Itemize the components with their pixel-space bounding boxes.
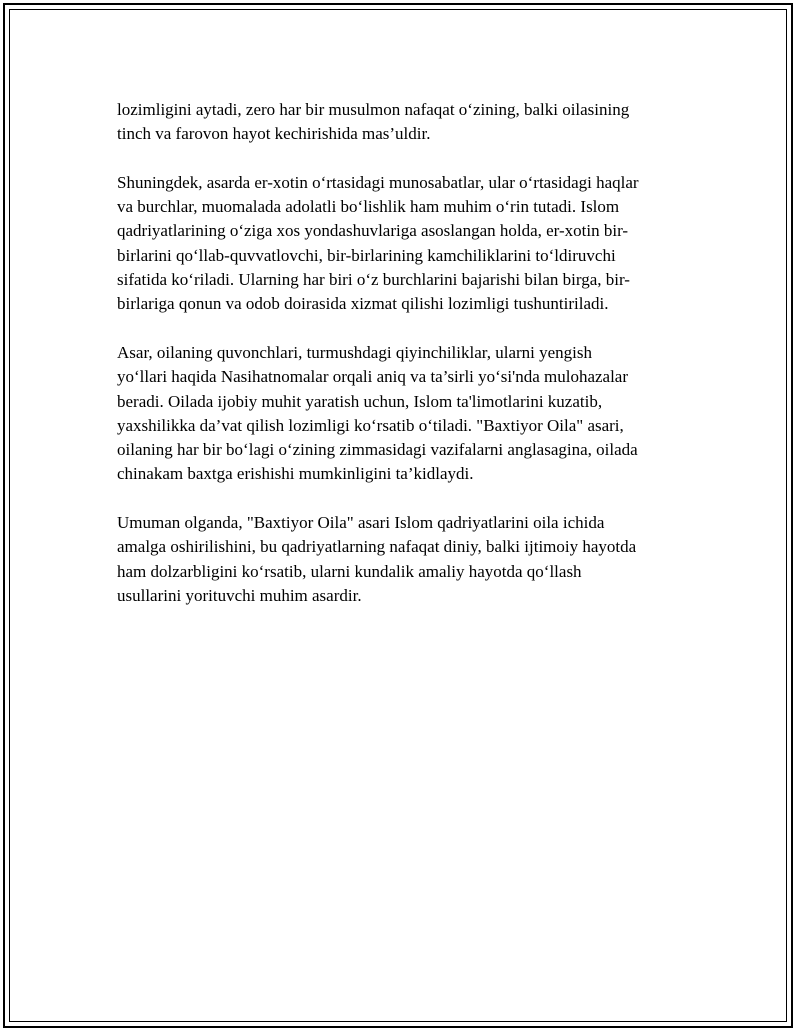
- text-line: Umuman olganda, "Baxtiyor Oila" asari Islom qadriyatlarini oila ichida: [117, 513, 605, 533]
- text-line: yaxshilikka da’vat qilish lozimligi ko‘rsatib o‘tiladi. "Baxtiyor Oila" asari,: [117, 415, 624, 435]
- text-line: va burchlar, muomalada adolatli bo‘lishlik ham muhim o‘rin tutadi. Islom: [117, 197, 620, 217]
- paragraph-3: [117, 341, 697, 487]
- document-page: [3, 3, 793, 1028]
- document-body: [117, 98, 697, 633]
- paragraph-1: [117, 98, 697, 147]
- text-line: ham dolzarbligini ko‘rsatib, ularni kundalik amaliy hayotda qo‘llash: [117, 561, 582, 581]
- text-line: usullarini yorituvchi muhim asardir.: [117, 585, 362, 605]
- text-line: beradi. Oilada ijobiy muhit yaratish uchun, Islom ta'limotlarini kuzatib,: [117, 391, 603, 411]
- text-line: qadriyatlarining o‘ziga xos yondashuvlariga asoslangan holda, er-xotin bir-: [117, 221, 629, 241]
- text-line: yo‘llari haqida Nasihatnomalar orqali aniq va ta’sirli yo‘si'nda mulohazalar: [117, 367, 629, 387]
- paragraph-2: [117, 171, 697, 317]
- text-line: birlariga qonun va odob doirasida xizmat qilishi lozimligi tushuntiriladi.: [117, 294, 609, 314]
- text-line: tinch va farovon hayot kechirishida mas’uldir.: [117, 124, 431, 144]
- text-line: Asar, oilaning quvonchlari, turmushdagi qiyinchiliklar, ularni yengish: [117, 342, 593, 362]
- text-line: Shuningdek, asarda er-xotin o‘rtasidagi munosabatlar, ular o‘rtasidagi haqlar: [117, 172, 639, 192]
- text-line: sifatida ko‘riladi. Ularning har biri o‘z burchlarini bajarishi bilan birga, bir-: [117, 270, 630, 290]
- text-line: oilaning har bir bo‘lagi o‘zining zimmasidagi vazifalarni anglasagina, oilada: [117, 440, 638, 460]
- text-line: birlarini qo‘llab-quvvatlovchi, bir-birlarining kamchiliklarini to‘ldiruvchi: [117, 245, 616, 265]
- text-line: lozimligini aytadi, zero har bir musulmon nafaqat o‘zining, balki oilasining: [117, 100, 630, 119]
- text-line: amalga oshirilishini, bu qadriyatlarning nafaqat diniy, balki ijtimoiy hayotda: [117, 537, 637, 557]
- paragraph-4: [117, 511, 697, 608]
- text-line: chinakam baxtga erishishi mumkinligini ta’kidlaydi.: [117, 464, 474, 484]
